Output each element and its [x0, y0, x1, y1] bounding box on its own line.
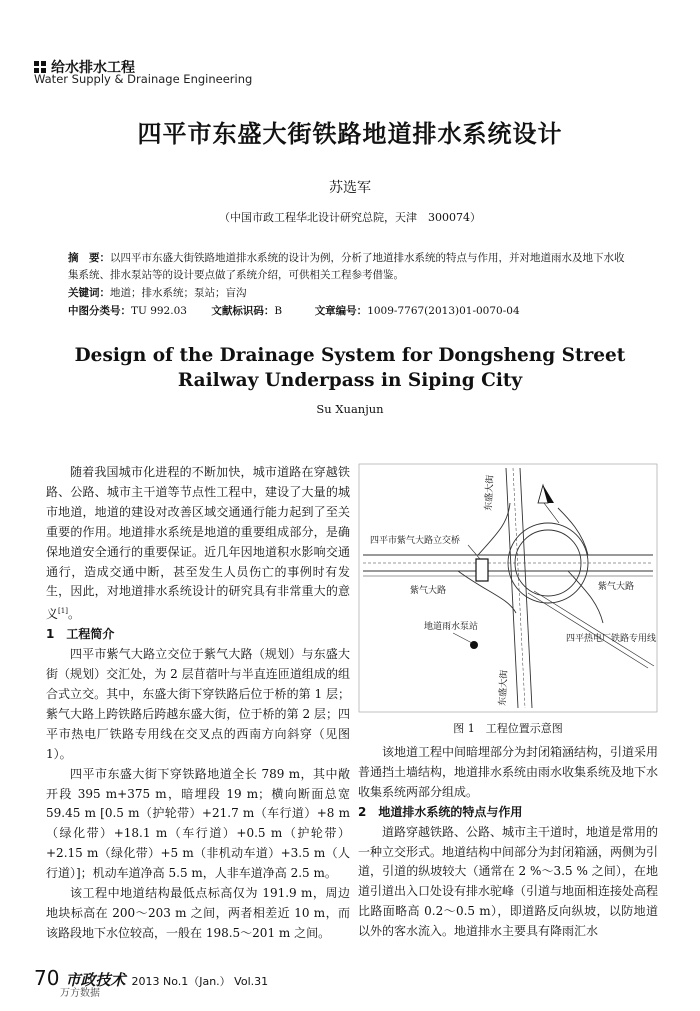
label-dongsheng-top: 东盛大街: [484, 474, 496, 512]
label-pump-station: 地道雨水泵站: [424, 622, 479, 632]
intro-end: 。: [67, 607, 80, 622]
paragraph-interchange: 四平市紫气大路立交位于紫气大路（规划）与东盛大街（规划）交汇处，为 2 层苜蓿叶与半直连匝道组成的组合式立交。其中，东盛大街下穿铁路后位于桥的第 1 层；紫气大路上跨铁路后跨越东盛大街，位于桥的第 2 层；四平市热电厂铁路专用线在交叉点的西南方向斜穿（见图 1）。: [46, 647, 350, 761]
article-id-value: 1009-7767(2013)01-0070-04: [367, 305, 520, 317]
paragraph-underpass-dims: 四平市东盛大街下穿铁路地道全长 789 m，其中敞开段 395 m+375 m，暗埋段 19 m；横向断面总宽 59.45 m [0.5 m（护轮带）+21.7 m（车行道）+8 m（绿化带）+18.1 m（车行道）+0.5 m（护轮带）+2.15 m（绿化带）+5 m（非机动车道）+3.5 m（人行道）]；机动车道净高 5.5 m，人非车道净高 2.5 m。: [46, 766, 350, 881]
heading-project-overview: 1 工程简介: [46, 627, 115, 642]
paragraph-elevation: 该工程中地道结构最低点标高仅为 191.9 m，周边地块标高在 200～203 m 之间，两者相差近 10 m，而该路段地下水位较高，一般在 198.5～201 m 之间。: [46, 886, 350, 940]
label-ziqi-right: 紫气大路: [598, 582, 635, 592]
label-railway: 四平热电厂铁路专用线: [566, 634, 657, 644]
body-left-column: [46, 463, 350, 944]
label-interchange: 四平市紫气大路立交桥: [370, 536, 461, 546]
section-title-en: Water Supply & Drainage Engineering: [34, 72, 253, 86]
doc-code-label: 文献标识码：: [211, 305, 275, 317]
underpass-box: [476, 559, 488, 581]
abstract-label: 摘 要：: [68, 252, 110, 264]
page-number: 70: [34, 966, 60, 990]
paper-title-cn: 四平市东盛大街铁路地道排水系统设计: [137, 120, 563, 148]
journal-name: 市政技术: [65, 971, 126, 989]
figure-location-map: [358, 463, 658, 713]
figure-caption: 图 1 工程位置示意图: [453, 722, 563, 735]
intro-text: 随着我国城市化进程的不断加快，城市道路在穿越铁路、公路、城市主干道等节点性工程中，建设了大量的城市地道，地道的建设对改善区域交通通行能力起到了至关重要的作用。地道排水系统是地道的重要组成部分，是确保地道安全通行的重要保证。近几年因地道积水影响交通通行，造成交通中断，甚至发生人员伤亡的事例时有发生，因此，对地道排水系统设计的研究具有非常重大的意义: [46, 465, 350, 622]
watermark: 万方数据: [60, 988, 100, 999]
classification-line: [68, 303, 634, 320]
abstract-text: 以四平市东盛大街铁路地道排水系统的设计为例，分析了地道排水系统的特点与作用，并对地道雨水及地下水收集系统、排水泵站等的设计要点做了系统介绍，可供相关工程参考借鉴。: [68, 252, 625, 281]
clc-value: TU 992.03: [131, 305, 187, 317]
reference-mark: [1]: [58, 607, 68, 616]
affiliation: （中国市政工程华北设计研究总院，天津 300074）: [219, 211, 481, 224]
article-id-label: 文章编号：: [314, 305, 368, 317]
intro-paragraph: [46, 463, 350, 625]
label-ziqi-left: 紫气大路: [410, 586, 447, 596]
doc-code-value: B: [274, 305, 283, 317]
paper-title-en: Design of the Drainage System for Dongsheng Street Railway Underpass in Siping City: [74, 345, 626, 391]
section-title-cn: 给水排水工程: [51, 60, 135, 76]
abstract: [68, 250, 634, 284]
body-right-column: [358, 743, 658, 942]
keywords-label: 关键词：: [68, 287, 110, 299]
heading-drainage-features: 2 地道排水系统的特点与作用: [358, 804, 523, 819]
clc-label: 中图分类号：: [68, 305, 131, 317]
location-map-svg: [358, 463, 658, 713]
paragraph-drainage: 道路穿越铁路、公路、城市主干道时，地道是常用的一种立交形式。地道结构中间部分为封闭箱涵，两侧为引道，引道的纵坡较大（通常在 2 %～3.5 % 之间），在地道引道出入口处设有排水驼峰（引道与地面相连接处高程比路面略高 0.2～0.5 m），即道路反向纵坡，以防地道以外的客水流入。地道排水主要具有降雨汇水: [358, 824, 659, 939]
author-cn: 苏选军: [329, 180, 371, 196]
label-dongsheng-bottom: 东盛大街: [498, 669, 510, 707]
keywords-text: 地道；排水系统；泵站；盲沟: [110, 287, 247, 299]
author-en: Su Xuanjun: [316, 402, 384, 416]
keywords: [68, 285, 634, 302]
issue-info: 2013 No.1（Jan.） Vol.31: [131, 975, 269, 988]
paragraph-structure: 该地道工程中间暗埋部分为封闭箱涵结构，引道采用普通挡土墙结构，地道排水系统由雨水收集系统及地下水收集系统两部分组成。: [358, 745, 659, 799]
